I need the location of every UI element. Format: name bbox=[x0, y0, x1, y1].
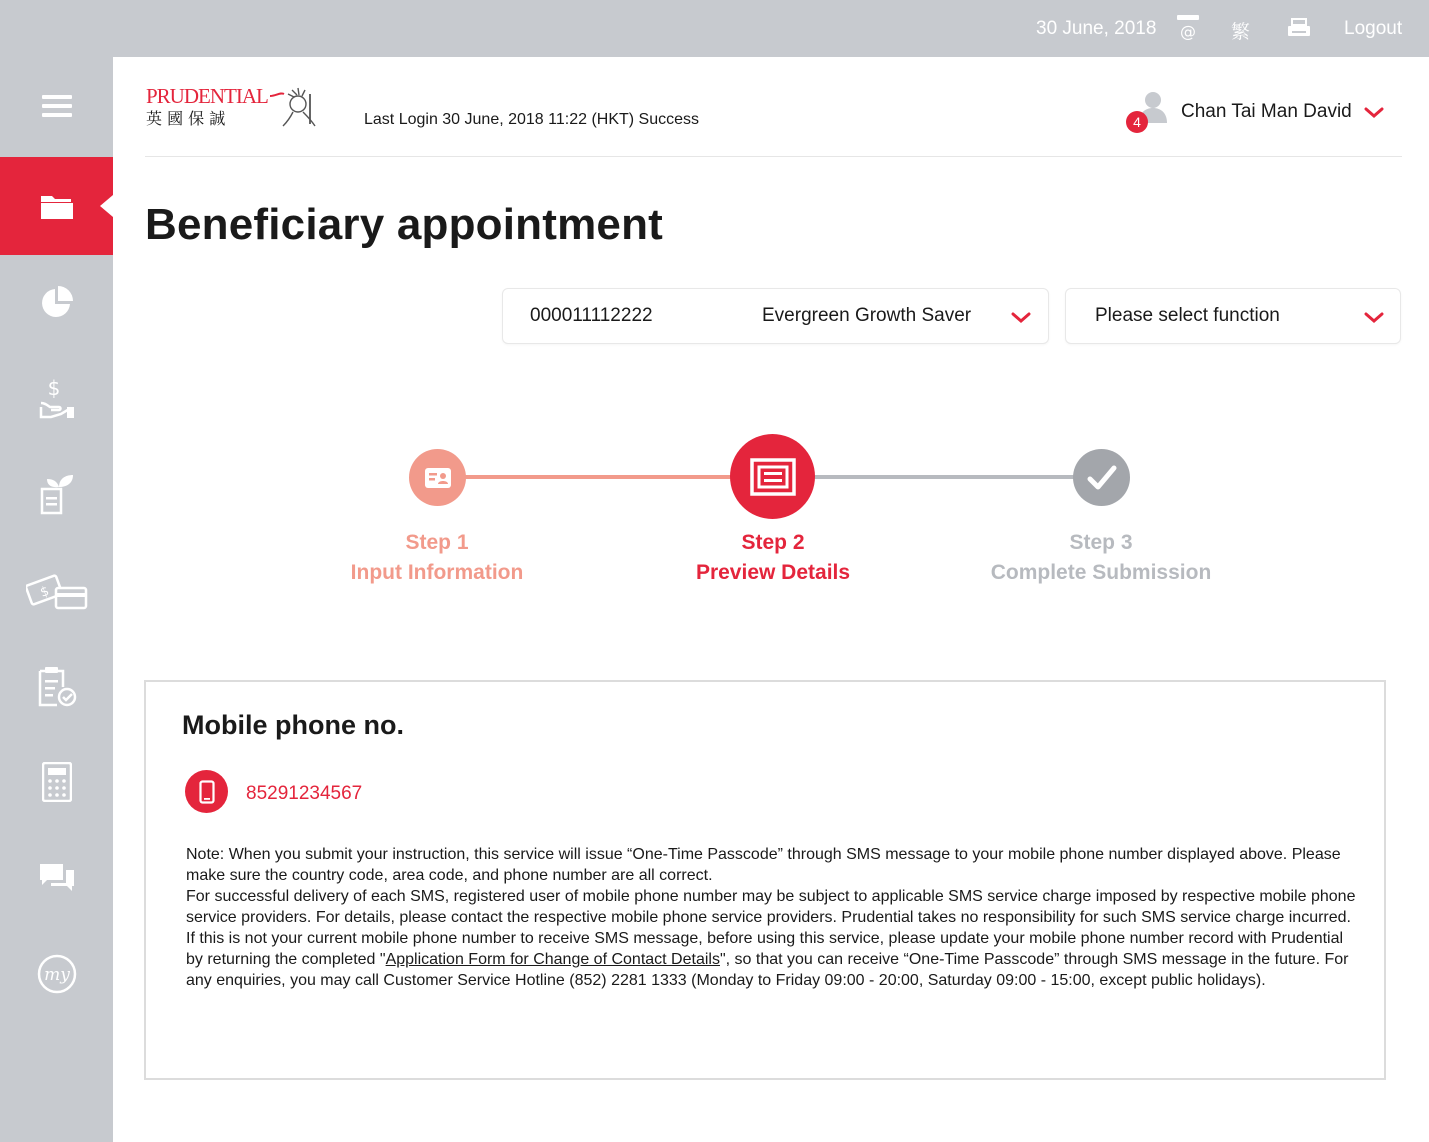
svg-text:$: $ bbox=[37, 583, 51, 601]
sidebar-item-investment[interactable] bbox=[0, 445, 113, 543]
email-icon[interactable] bbox=[1176, 14, 1200, 45]
preview-document-icon bbox=[750, 458, 796, 496]
sidebar-item-claims[interactable] bbox=[0, 637, 113, 735]
last-login-text: Last Login 30 June, 2018 11:22 (HKT) Success bbox=[364, 111, 700, 128]
phone-number: 85291234567 bbox=[246, 783, 363, 804]
dollar-hand-icon bbox=[39, 377, 75, 419]
sidebar-item-cash-card[interactable] bbox=[0, 541, 113, 639]
svg-text:my: my bbox=[43, 965, 70, 985]
folder-icon bbox=[40, 192, 74, 220]
step-2-label: Step 2 Preview Details bbox=[695, 531, 851, 584]
step-1-label: Step 1 Input Information bbox=[350, 531, 524, 584]
function-select-placeholder: Please select function bbox=[1095, 305, 1280, 326]
step-1-circle bbox=[409, 449, 466, 506]
header-divider bbox=[145, 156, 1402, 157]
policy-number: 000011112222 bbox=[530, 305, 653, 326]
sidebar-item-portfolio[interactable] bbox=[0, 253, 113, 351]
checklist-icon bbox=[37, 665, 77, 707]
chevron-down-icon bbox=[1011, 311, 1031, 329]
cash-card-icon bbox=[26, 570, 88, 610]
note-paragraph: If this is not your current mobile phone number to receive SMS message, before using this service, please update your mobile phone number record with Prudential by returning the completed "Application Form for Change of Contact Details", so that you can receive “One-Time Passcode” through SMS message in the future. For any enquiries, you may call Customer Service Hotline (852) 2281 1333 (Monday to Friday 09:00 - 20:00, Saturday 09:00 - 15:00, except public holidays). bbox=[186, 930, 1349, 989]
sidebar-item-menu[interactable] bbox=[0, 57, 113, 155]
plant-document-icon bbox=[39, 473, 75, 515]
chevron-down-icon bbox=[1364, 311, 1384, 329]
mobile-phone-icon bbox=[185, 770, 228, 813]
menu-icon bbox=[42, 94, 72, 118]
note-paragraph: Note: When you submit your instruction, this service will issue “One-Time Passcode” through SMS message to your mobile phone number displayed above. Please make sure the country code, area code, and phone number are all correct. bbox=[186, 846, 1341, 884]
step-3-label: Step 3 Complete Submission bbox=[990, 531, 1212, 584]
step-2-circle bbox=[730, 434, 815, 519]
top-bar bbox=[0, 0, 1429, 57]
my-icon bbox=[37, 954, 77, 994]
checkmark-icon bbox=[1087, 465, 1117, 491]
card-title: Mobile phone no. bbox=[182, 710, 404, 740]
note-paragraph: For successful delivery of each SMS, registered user of mobile phone number may be subject to applicable SMS service charge imposed by respective mobile phone service providers. For details, please contact the respective mobile phone service providers. Prudential takes no responsibility for such SMS service charge incurred. bbox=[186, 888, 1356, 926]
policy-select[interactable] bbox=[502, 288, 1049, 344]
id-card-icon bbox=[424, 467, 452, 489]
svg-text:@: @ bbox=[1180, 22, 1196, 40]
logout-link[interactable]: Logout bbox=[1344, 18, 1403, 39]
stepper-connector-pending bbox=[773, 475, 1101, 479]
chat-icon bbox=[39, 862, 75, 894]
user-name[interactable]: Chan Tai Man David bbox=[1181, 101, 1352, 122]
print-icon[interactable] bbox=[1287, 18, 1311, 43]
sidebar bbox=[0, 57, 113, 1142]
step-3-circle bbox=[1073, 449, 1130, 506]
prudential-logo[interactable] bbox=[145, 84, 325, 130]
svg-text:PRUDENTIAL: PRUDENTIAL bbox=[146, 84, 268, 108]
notification-badge[interactable]: 4 bbox=[1126, 111, 1148, 133]
sidebar-item-calculator[interactable] bbox=[0, 733, 113, 831]
language-toggle[interactable]: 繁 bbox=[1231, 21, 1251, 43]
sidebar-item-my[interactable] bbox=[0, 925, 113, 1023]
chevron-down-icon[interactable] bbox=[1364, 106, 1384, 124]
function-select[interactable] bbox=[1065, 288, 1401, 344]
stepper-connector-done bbox=[437, 475, 773, 479]
sms-note bbox=[186, 844, 1356, 991]
svg-text:$: $ bbox=[47, 377, 60, 400]
sidebar-item-messages[interactable] bbox=[0, 829, 113, 927]
policy-plan-name: Evergreen Growth Saver bbox=[762, 305, 972, 326]
svg-text:英 國 保 誠: 英 國 保 誠 bbox=[146, 109, 226, 128]
calculator-icon bbox=[42, 762, 72, 802]
current-date: 30 June, 2018 bbox=[1036, 18, 1157, 39]
sidebar-item-payments[interactable] bbox=[0, 349, 113, 447]
mobile-phone-card bbox=[144, 680, 1386, 1080]
page-title: Beneficiary appointment bbox=[145, 200, 664, 249]
change-contact-form-link[interactable]: Application Form for Change of Contact Details bbox=[385, 951, 720, 968]
pie-chart-icon bbox=[40, 285, 74, 319]
sidebar-item-policies[interactable] bbox=[0, 157, 113, 255]
